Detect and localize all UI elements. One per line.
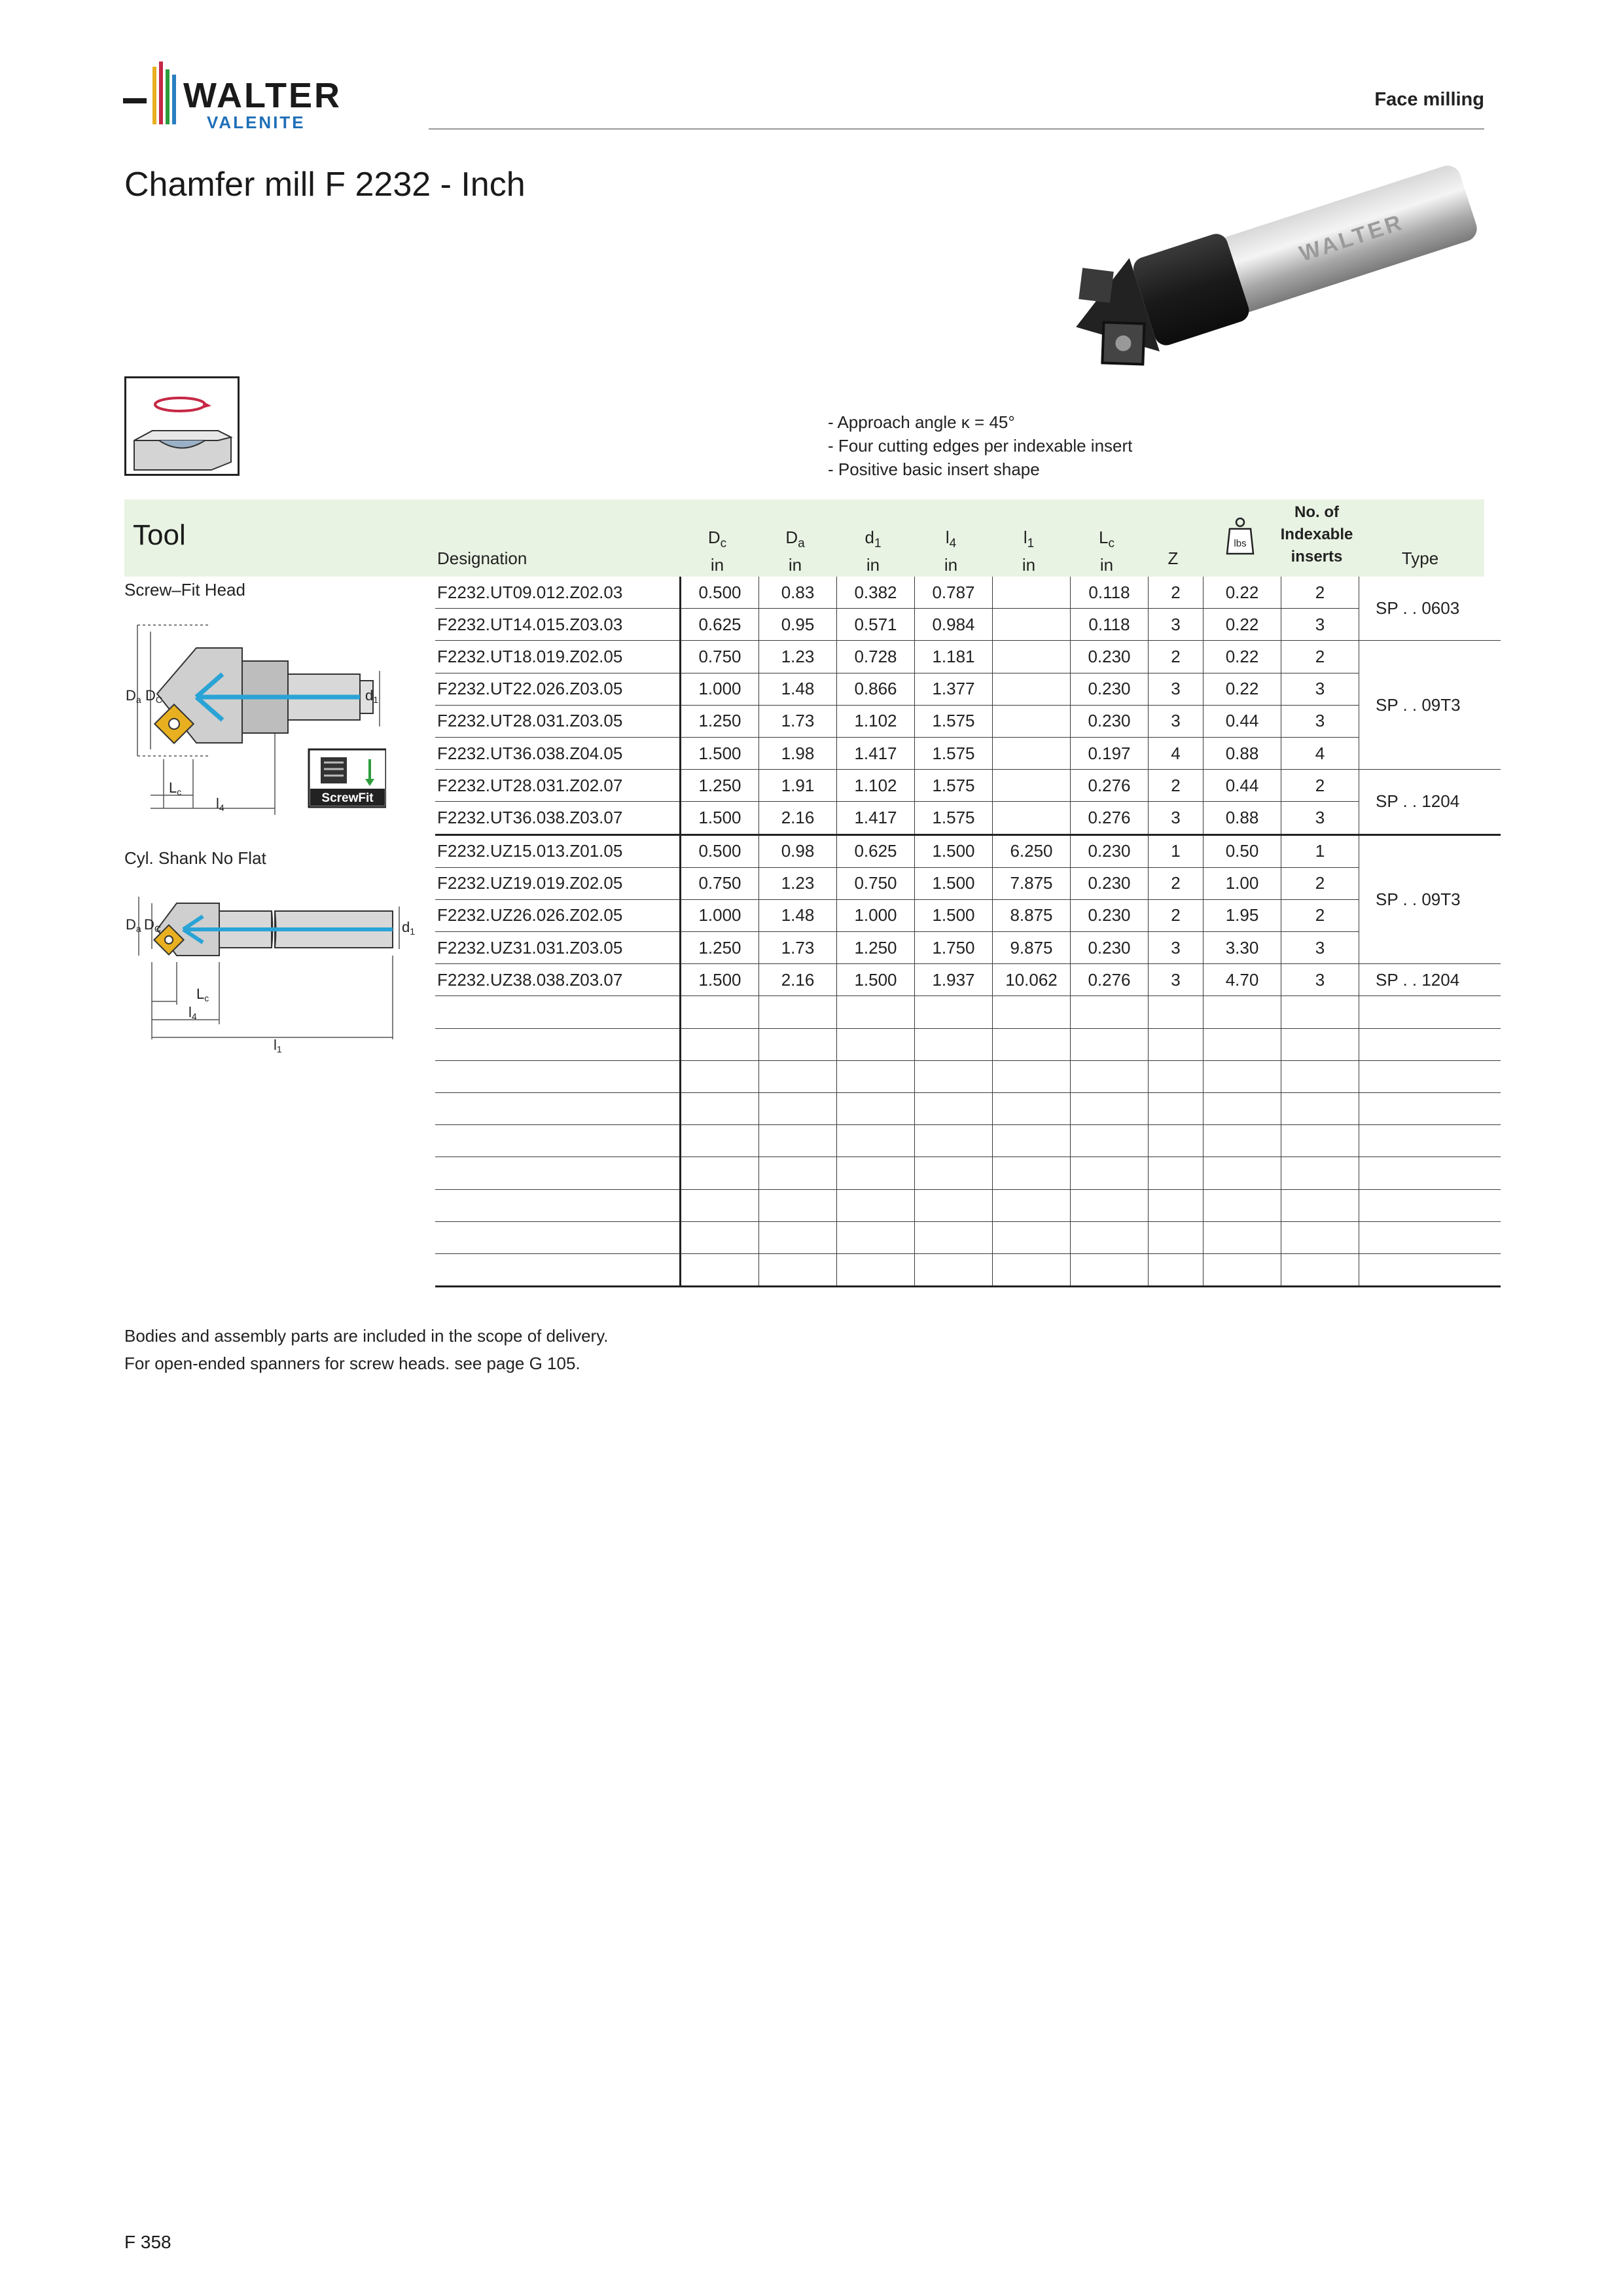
column-header-z: Z [1168,548,1179,568]
diag1-label-d1: d1 [365,687,379,705]
group-label-cyl-shank: Cyl. Shank No Flat [124,848,266,868]
diag2-label-l1: l1 [274,1037,282,1054]
cell-da: 1.23 [759,867,837,899]
table-row-empty [435,1028,1501,1060]
cell-dc: 1.000 [681,673,759,705]
cell-lc: 0.197 [1071,737,1149,769]
tool-photo [1027,157,1486,380]
cell-da: 1.48 [759,899,837,931]
d1-symbol: d [865,528,874,547]
cell-z: 3 [1149,802,1204,834]
table-row [435,770,1501,802]
cell-lc: 0.230 [1071,673,1149,705]
cell-l4: 1.500 [915,834,993,867]
cell-inserts: 3 [1281,802,1359,834]
da-subscript: a [798,537,805,550]
footnotes [124,1322,609,1377]
cell-da: 1.73 [759,932,837,964]
cell-l4: 1.575 [915,705,993,737]
cell-z: 3 [1149,673,1204,705]
cell-d1: 0.728 [837,641,915,673]
table-row [435,899,1501,931]
cell-da: 1.48 [759,673,837,705]
da-symbol: D [785,528,798,547]
cell-dc: 1.250 [681,705,759,737]
table-row-empty [435,1221,1501,1253]
table-row-empty [435,1157,1501,1189]
table-row-empty [435,1060,1501,1092]
cell-l1: 7.875 [993,867,1071,899]
cell-z: 2 [1149,899,1204,931]
walter-valenite-logo [123,60,404,132]
cell-lc: 0.230 [1071,932,1149,964]
cell-l4: 1.181 [915,641,993,673]
l1-subscript: 1 [1027,537,1035,550]
cell-d1: 0.571 [837,609,915,641]
cell-lc: 0.118 [1071,577,1149,609]
cell-inserts: 2 [1281,899,1359,931]
page-number: F 358 [124,2232,171,2252]
cell-lc: 0.118 [1071,609,1149,641]
da-unit: in [788,555,802,575]
cell-z: 3 [1149,705,1204,737]
cell-dc: 0.625 [681,609,759,641]
cell-lc: 0.230 [1071,641,1149,673]
l4-symbol: l [945,528,950,547]
cell-l4: 0.787 [915,577,993,609]
cell-z: 2 [1149,577,1204,609]
weight-unit-label: lbs [1234,538,1247,549]
cell-designation: F2232.UT22.026.Z03.05 [435,673,681,705]
cell-designation: F2232.UT18.019.Z02.05 [435,641,681,673]
screw-fit-head-diagram [124,612,386,821]
cell-l4: 1.377 [915,673,993,705]
lc-symbol: L [1099,528,1109,547]
column-header-type: Type [1401,548,1439,568]
cell-inserts: 2 [1281,641,1359,673]
cell-l1 [993,673,1071,705]
cell-designation: F2232.UZ15.013.Z01.05 [435,834,681,867]
cell-d1: 1.250 [837,932,915,964]
cell-type: SP . . 1204 [1359,770,1501,834]
inserts-header-line1: No. of [1294,503,1339,521]
cell-l4: 1.500 [915,899,993,931]
dc-symbol: D [707,528,721,547]
face-mill-operation-icon [124,376,240,476]
cell-d1: 1.102 [837,705,915,737]
cell-weight: 0.88 [1204,802,1281,834]
logo-text-walter: WALTER [183,76,342,115]
column-header-dc [679,527,756,575]
cell-type: SP . . 1204 [1359,964,1501,996]
cell-da: 2.16 [759,964,837,996]
cell-d1: 0.750 [837,867,915,899]
diag1-label-da: Da [126,687,141,705]
cell-inserts: 3 [1281,932,1359,964]
weight-icon [1226,517,1255,556]
cell-type: SP . . 09T3 [1359,834,1501,964]
cell-z: 3 [1149,609,1204,641]
lc-subscript: c [1108,537,1115,550]
cell-dc: 1.500 [681,802,759,834]
table-row-empty [435,1093,1501,1125]
table-row [435,932,1501,964]
cell-z: 2 [1149,867,1204,899]
cell-z: 3 [1149,964,1204,996]
diag1-label-lc: Lc [169,780,182,797]
page-title: Chamfer mill F 2232 - Inch [124,166,526,204]
cell-l4: 1.575 [915,802,993,834]
l4-unit: in [944,555,958,575]
footnote-scope: Bodies and assembly parts are included in the scope of delivery. [124,1326,609,1346]
cell-lc: 0.230 [1071,834,1149,867]
column-header-lc [1068,527,1145,575]
cell-l1: 6.250 [993,834,1071,867]
column-header-l4 [912,527,990,575]
cell-da: 1.73 [759,705,837,737]
cell-dc: 0.750 [681,641,759,673]
column-header-designation: Designation [437,548,527,568]
cyl-shank-diagram [124,877,425,1054]
table-row [435,737,1501,769]
chamfer-operation-icon [126,378,238,474]
cell-l1 [993,770,1071,802]
d1-subscript: 1 [874,537,882,550]
table-row-empty [435,1189,1501,1221]
feature-approach-angle: - Approach angle κ = 45° [828,412,1015,432]
cell-d1: 1.417 [837,737,915,769]
cell-lc: 0.230 [1071,899,1149,931]
logo-text-valenite: VALENITE [207,113,306,132]
cell-l4: 1.500 [915,867,993,899]
cell-type: SP . . 0603 [1359,577,1501,641]
diag2-label-l4: l4 [188,1004,197,1022]
cell-d1: 0.866 [837,673,915,705]
cell-d1: 0.382 [837,577,915,609]
table-row-empty [435,1125,1501,1157]
cell-designation: F2232.UT09.012.Z02.03 [435,577,681,609]
product-table [435,577,1501,1287]
cell-dc: 1.250 [681,770,759,802]
d1-unit: in [866,555,880,575]
cell-dc: 1.000 [681,899,759,931]
table-row [435,641,1501,673]
screwfit-badge-text: ScrewFit [321,791,374,805]
cell-l4: 1.575 [915,770,993,802]
column-header-d1 [834,527,912,575]
cell-inserts: 2 [1281,770,1359,802]
group-label-screw-fit-head: Screw–Fit Head [124,580,245,600]
cell-da: 2.16 [759,802,837,834]
table-row-empty [435,1253,1501,1286]
footnote-spanners: For open-ended spanners for screw heads. see page G 105. [124,1354,580,1373]
diag2-label-lc: Lc [196,986,209,1003]
cell-l1: 9.875 [993,932,1071,964]
table-row [435,673,1501,705]
dc-unit: in [710,555,724,575]
cell-d1: 1.417 [837,802,915,834]
diag2-label-da: Da [126,916,141,934]
cell-dc: 0.500 [681,834,759,867]
cell-z: 2 [1149,641,1204,673]
cell-lc: 0.276 [1071,964,1149,996]
cell-designation: F2232.UZ26.026.Z02.05 [435,899,681,931]
cell-z: 1 [1149,834,1204,867]
cell-dc: 0.750 [681,867,759,899]
cell-designation: F2232.UT28.031.Z02.07 [435,770,681,802]
feature-cutting-edges: - Four cutting edges per indexable insert [828,436,1133,456]
lc-unit: in [1099,555,1114,575]
cell-l4: 1.575 [915,737,993,769]
cell-weight: 0.22 [1204,609,1281,641]
cell-da: 1.23 [759,641,837,673]
header-divider [429,128,1484,130]
cell-designation: F2232.UT28.031.Z03.05 [435,705,681,737]
cell-l1: 8.875 [993,899,1071,931]
cell-dc: 1.500 [681,737,759,769]
cell-d1: 1.000 [837,899,915,931]
cell-l1 [993,705,1071,737]
table-row [435,802,1501,834]
cell-l1 [993,641,1071,673]
cell-inserts: 3 [1281,673,1359,705]
section-label: Face milling [1374,89,1484,110]
cell-inserts: 3 [1281,705,1359,737]
cell-designation: F2232.UZ31.031.Z03.05 [435,932,681,964]
dc-subscript: c [720,537,727,550]
cell-designation: F2232.UT14.015.Z03.03 [435,609,681,641]
column-header-inserts [1278,501,1355,568]
cell-lc: 0.230 [1071,867,1149,899]
column-header-da [757,527,834,575]
cell-l1 [993,737,1071,769]
table-row [435,609,1501,641]
cell-weight: 3.30 [1204,932,1281,964]
inserts-header-line3: inserts [1291,548,1343,565]
cell-weight: 0.44 [1204,770,1281,802]
cell-da: 1.98 [759,737,837,769]
cell-weight: 0.22 [1204,577,1281,609]
l4-subscript: 4 [949,537,957,550]
cell-inserts: 2 [1281,577,1359,609]
diag2-label-d1: d1 [402,919,416,937]
table-row [435,705,1501,737]
diag1-label-dc: DC [145,687,163,705]
cell-weight: 1.95 [1204,899,1281,931]
cell-d1: 0.625 [837,834,915,867]
cell-weight: 1.00 [1204,867,1281,899]
feature-insert-shape: - Positive basic insert shape [828,459,1040,479]
cell-lc: 0.276 [1071,770,1149,802]
tool-heading: Tool [133,519,186,551]
cell-weight: 0.50 [1204,834,1281,867]
diag1-label-l4: l4 [216,795,224,813]
cell-dc: 1.250 [681,932,759,964]
cell-inserts: 3 [1281,609,1359,641]
cell-dc: 1.500 [681,964,759,996]
cell-designation: F2232.UZ19.019.Z02.05 [435,867,681,899]
diag2-label-dc: DC [144,916,162,934]
cell-l1 [993,609,1071,641]
cell-inserts: 4 [1281,737,1359,769]
cell-l1 [993,802,1071,834]
cell-da: 0.98 [759,834,837,867]
cell-lc: 0.230 [1071,705,1149,737]
cell-l4: 0.984 [915,609,993,641]
screwfit-badge [309,749,386,807]
cell-designation: F2232.UT36.038.Z03.07 [435,802,681,834]
cell-inserts: 3 [1281,964,1359,996]
cell-inserts: 1 [1281,834,1359,867]
cell-l4: 1.750 [915,932,993,964]
column-header-l1 [990,527,1067,575]
cell-weight: 0.88 [1204,737,1281,769]
table-row [435,964,1501,996]
inserts-header-line2: Indexable [1280,526,1353,543]
feature-list [828,410,1132,481]
cell-inserts: 2 [1281,867,1359,899]
photo-brand-text: WALTER [1296,209,1407,267]
table-row [435,834,1501,867]
cell-weight: 0.22 [1204,641,1281,673]
cell-l1 [993,577,1071,609]
cell-z: 4 [1149,737,1204,769]
cell-designation: F2232.UT36.038.Z04.05 [435,737,681,769]
cell-l4: 1.937 [915,964,993,996]
cell-designation: F2232.UZ38.038.Z03.07 [435,964,681,996]
cell-da: 0.95 [759,609,837,641]
l1-unit: in [1022,555,1036,575]
cell-weight: 0.22 [1204,673,1281,705]
table-row [435,577,1501,609]
cell-d1: 1.500 [837,964,915,996]
cell-type: SP . . 09T3 [1359,641,1501,770]
table-row [435,867,1501,899]
table-row-empty [435,996,1501,1028]
cell-d1: 1.102 [837,770,915,802]
cell-z: 3 [1149,932,1204,964]
cell-weight: 0.44 [1204,705,1281,737]
l1-symbol: l [1023,528,1027,547]
cell-weight: 4.70 [1204,964,1281,996]
cell-da: 1.91 [759,770,837,802]
cell-z: 2 [1149,770,1204,802]
cell-da: 0.83 [759,577,837,609]
cell-lc: 0.276 [1071,802,1149,834]
cell-l1: 10.062 [993,964,1071,996]
cell-dc: 0.500 [681,577,759,609]
